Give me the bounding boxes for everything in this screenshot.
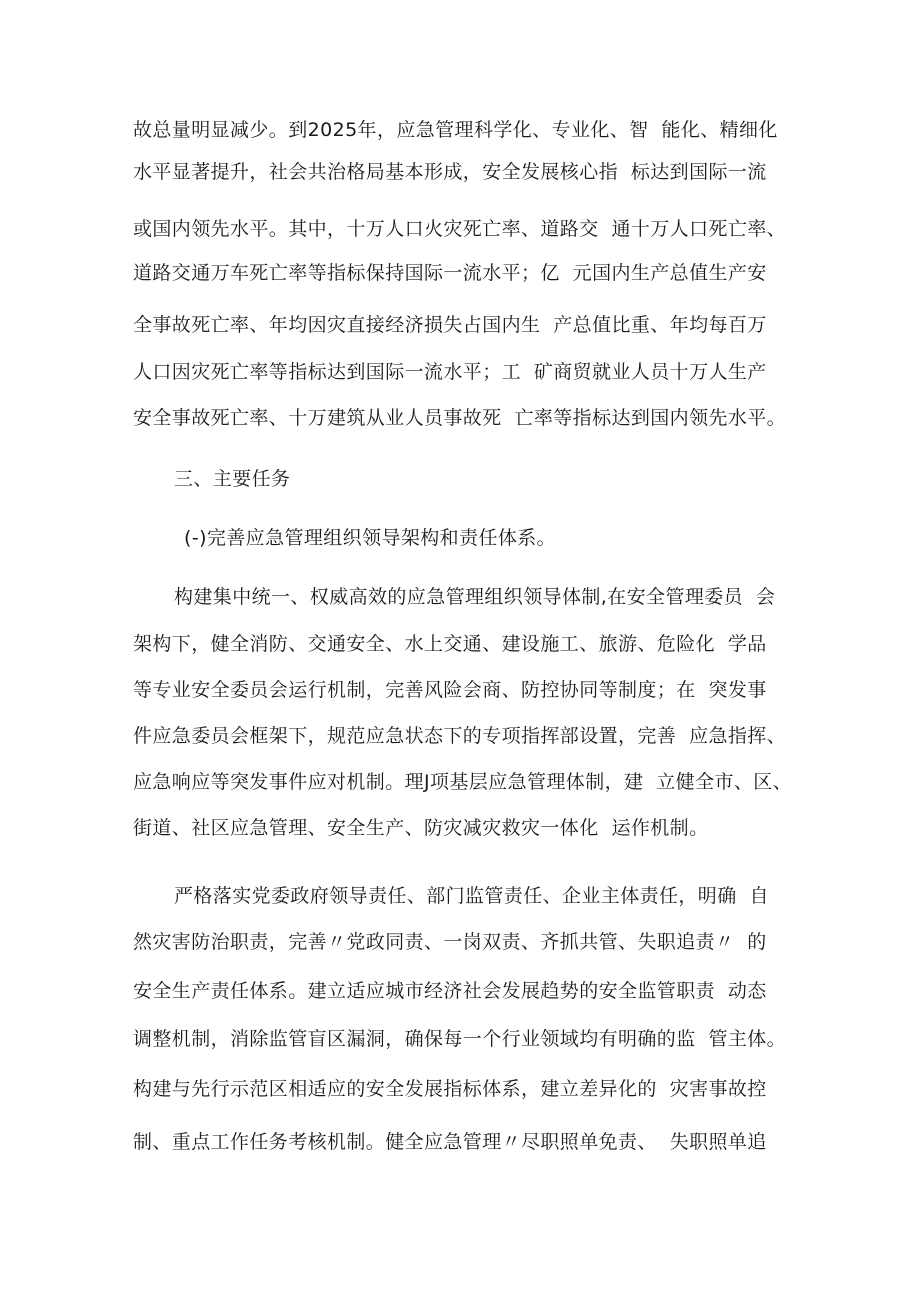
text-line: 安全事故死亡率、十万建筑从业人员事故死 亡率等指标达到国内领先水平。 [133, 407, 787, 429]
text-line: 故总量明显减少。到2025年，应急管理科学化、专业化、智 能化、精细化 [133, 119, 778, 141]
text-line: 人口因灾死亡率等指标达到国际一流水平；工 矿商贸就业人员十万人生产 [133, 361, 767, 383]
text-line: 道路交通万车死亡率等指标保持国际一流水平；亿 元国内生产总值生产安 [133, 262, 767, 284]
text-line: 等专业安全委员会运行机制，完善风险会商、防控协同等制度；在 突发事 [133, 679, 767, 701]
subsection-heading: (-)完善应急管理组织领导架构和责任体系。 [184, 527, 557, 549]
text-line: 架构下，健全消防、交通安全、水上交通、建设施工、旅游、危险化 学品 [133, 633, 767, 655]
text-line: 或国内领先水平。其中，十万人口火灾死亡率、道路交 通十万人口死亡率、 [133, 218, 787, 240]
text-line: 安全生产责任体系。建立适应城市经济社会发展趋势的安全监管职责 动态 [133, 980, 767, 1002]
text-line: 全事故死亡率、年均因灾直接经济损失占国内生 产总值比重、年均每百万 [133, 314, 767, 336]
section-heading: 三、主要任务 [174, 468, 291, 490]
text-line: 水平显著提升，社会共治格局基本形成，安全发展核心指 标达到国际一流 [133, 161, 767, 183]
text-line: 应急响应等突发事件应对机制。理J项基层应急管理体制，建 立健全市、区、 [133, 771, 793, 793]
text-line: 构建集中统一、权威高效的应急管理组织领导体制,在安全管理委员 会 [174, 586, 776, 608]
text-line: 街道、社区应急管理、安全生产、防灾减灾救灾一体化 运作机制。 [133, 817, 709, 839]
text-line: 严格落实党委政府领导责任、部门监管责任、企业主体责任，明确 自 [174, 885, 769, 907]
text-line: 构建与先行示范区相适应的安全发展指标体系，建立差异化的 灾害事故控 [133, 1078, 767, 1100]
text-line: 件应急委员会框架下，规范应急状态下的专项指挥部设置，完善 应急指挥、 [133, 725, 787, 747]
text-line: 然灾害防治职责，完善〃党政同责、一岗双责、齐抓共管、失职追责〃 的 [133, 931, 767, 953]
text-line: 调整机制，消除监管盲区漏洞，确保每一个行业领域均有明确的监 管主体。 [133, 1028, 787, 1050]
text-line: 制、重点工作任务考核机制。健全应急管理〃尽职照单免责、 失职照单追 [133, 1131, 767, 1153]
